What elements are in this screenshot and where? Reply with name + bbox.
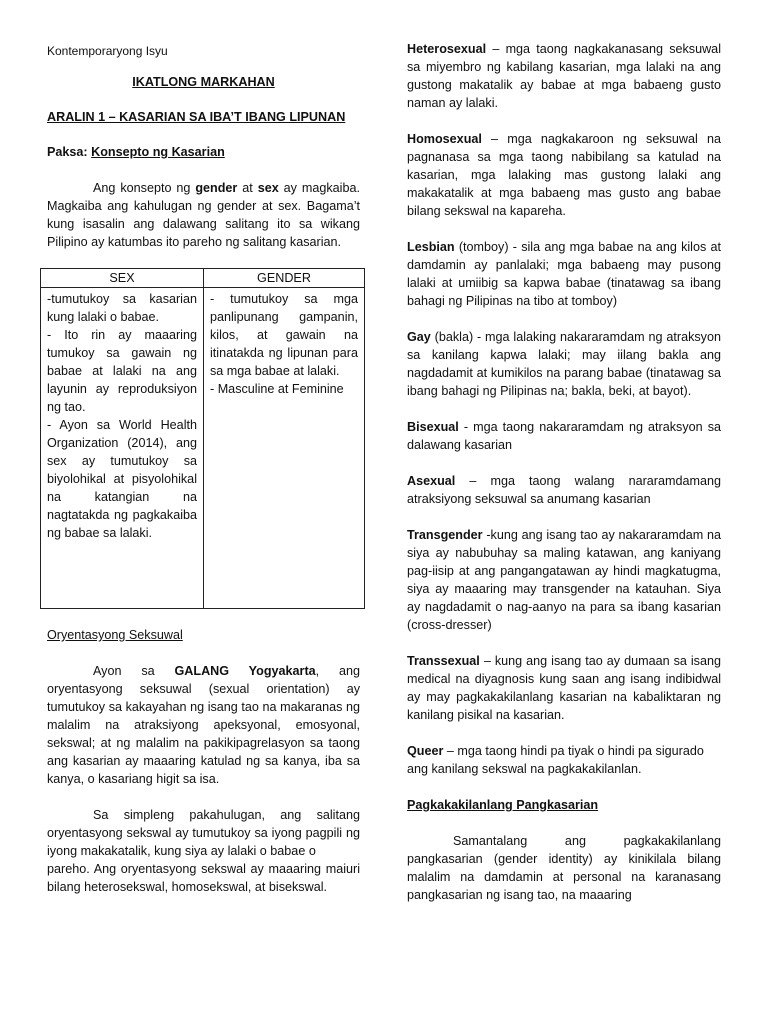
topic-line xyxy=(47,143,360,161)
term-transgender xyxy=(407,526,721,634)
sex-line: -tumutukoy sa kasarian kung lalaki o babae. xyxy=(47,292,197,324)
table-row xyxy=(41,288,365,609)
gender-line: - Masculine at Feminine xyxy=(210,382,344,396)
term-name: Transgender xyxy=(407,528,483,542)
lesson-title: ARALIN 1 – KASARIAN SA IBA’T IBANG LIPUNAN xyxy=(47,110,346,124)
intro-text-2: at xyxy=(237,181,258,195)
quarter-title: IKATLONG MARKAHAN xyxy=(132,75,275,89)
term-def: – mga taong nagkakanasang seksuwal sa miyembro ng kabilang kasarian, mga lalaki na ang gustong makatalik ay babae at mga babaeng gusto naman ay lalaki. xyxy=(407,42,721,110)
term-name: Heterosexual xyxy=(407,42,487,56)
subject-header: Kontemporaryong Isyu xyxy=(47,44,168,58)
term-name: Lesbian xyxy=(407,240,455,254)
identity-heading: Pagkakakilanlang Pangkasarian xyxy=(407,798,599,812)
orientation-paragraph-1 xyxy=(47,662,360,788)
orientation-text-b: , ang oryentasyong seksuwal (sexual orientation) ay tumutukoy sa kakayahan ng isang tao na makaranas ng malalim na atraksiyong apeksyonal, emosyonal, sekswal; at ng malalim na pakikipagrelasyon sa taong ang kasarian ay maaaring katulad ng sa kanya, iba sa kanya, o kasariang higit sa isa. xyxy=(47,664,360,786)
term-name: Queer xyxy=(407,744,444,758)
term-transsexual xyxy=(407,652,721,724)
identity-paragraph: Samantalang ang pagkakakilanlang pangkasarian (gender identity) ay kinikilala bilang malalim na damdamin at personal na karanasang pangkasarian ng isang tao, na maaaring xyxy=(407,834,721,902)
term-def: (tomboy) - sila ang mga babae na ang kilos at damdamin ay panlalaki; mga babaeng may pusong lalaki at umiibig sa kapwa babae (tinatawag sa ibang bahagi ng Pilipinas na tibo at tomboy) xyxy=(407,240,721,308)
orientation-paragraph-2-cont: pareho. Ang oryentasyong sekswal ay maaaring maiuri bilang heterosekswal, homosekswal, at bisekswal. xyxy=(47,862,360,894)
term-queer-cont: ang kanilang sekswal na pagkakakilanlan. xyxy=(407,762,642,776)
gender-cell xyxy=(204,288,365,609)
term-name: Asexual xyxy=(407,474,456,488)
term-queer xyxy=(407,742,721,760)
term-def: -kung ang isang tao ay nakararamdam na siya ay nabubuhay sa maling katawan, ang kaniyang pag-iisip at ang pangangatawan ay hindi magkatugma, siya ay maaaring may transgender na katauhan. Siya ay nagdadamit o nag-aanyo na para sa ibang kasarian (cross-dresser) xyxy=(407,528,721,632)
term-homosexual xyxy=(407,130,721,220)
right-column xyxy=(407,40,721,904)
term-def: - mga taong nakararamdam ng atraksyon sa dalawang kasarian xyxy=(407,420,721,452)
orientation-text-a: Ayon sa xyxy=(93,664,175,678)
table-header-gender: GENDER xyxy=(204,269,365,288)
term-def: – mga taong hindi pa tiyak o hindi pa sigurado xyxy=(443,744,704,758)
intro-paragraph xyxy=(47,179,360,251)
term-lesbian xyxy=(407,238,721,310)
topic-value: Konsepto ng Kasarian xyxy=(91,145,225,159)
intro-gender: gender xyxy=(195,181,238,195)
intro-text-3: ay magkaiba. Magkaiba ang kahulugan ng gender at sex. Bagama’t kung isasalin ang dalawang salitang ito sa wikang Pilipino ay katumbas ito pareho ng salitang kasarian. xyxy=(47,181,360,249)
galang-yogyakarta: GALANG Yogyakarta xyxy=(174,664,316,678)
term-def: – kung ang isang tao ay dumaan sa isang medical na diyagnosis kung saan ang isang indibidwal ay may pagkakakilanlang kasarian na kabaliktaran ng kanilang pisikal na kasarian. xyxy=(407,654,721,722)
intro-text-1: Ang konsepto ng xyxy=(93,181,196,195)
sex-gender-table xyxy=(40,268,365,609)
gender-line: - tumutukoy sa mga panlipunang gampanin, kilos, at gawain na itinatakda ng lipunan para sa mga babae at lalaki. xyxy=(210,292,358,378)
term-heterosexual xyxy=(407,40,721,112)
term-bisexual xyxy=(407,418,721,454)
table-header-sex: SEX xyxy=(41,269,204,288)
term-name: Transsexual xyxy=(407,654,480,668)
orientation-p2-line1: Sa simpleng pakahulugan, ang salitang oryentasyong sekswal ay tumutukoy sa iyong pagpili ng iyong makakatalik, kung siya ay lalaki o babae o xyxy=(47,808,360,858)
sex-line: - Ito rin ay maaaring tumukoy sa gawain ng babae at lalaki na ang layunin ay reproduksiyon ng tao. xyxy=(47,328,197,414)
term-def: (bakla) - mga lalaking nakararamdam ng atraksyon sa kanilang kapwa lalaki; may iilang bakla ang nagdadamit at kumikilos na parang babae (tinatawag sa ibang bahagi ng Pilipinas na; bakla, beki, at bayot). xyxy=(407,330,721,398)
intro-sex: sex xyxy=(257,181,279,195)
term-def: – mga taong walang nararamdamang atraksiyong seksuwal sa anumang kasarian xyxy=(407,474,721,506)
sex-cell xyxy=(41,288,204,609)
sex-line: - Ayon sa World Health Organization (2014), ang sex ay tumutukoy sa biyolohikal at pisyolohikal na katangian na nagtatakda ng pagkakaiba ng babae sa lalaki. xyxy=(47,418,197,540)
term-gay xyxy=(407,328,721,400)
term-name: Homosexual xyxy=(407,132,482,146)
term-name: Bisexual xyxy=(407,420,459,434)
orientation-heading: Oryentasyong Seksuwal xyxy=(47,628,183,642)
term-name: Gay xyxy=(407,330,431,344)
term-asexual xyxy=(407,472,721,508)
orientation-paragraph-2 xyxy=(47,806,360,860)
left-column xyxy=(47,40,360,896)
term-def: – mga nagkakaroon ng seksuwal na pagnanasa sa mga taong nabibilang sa katulad na kasarian, mga lalaking mas gustong lalaki ang makakatalik at mga babaeng mas gusto ang babae bilang sekswal na kapareha. xyxy=(407,132,721,218)
topic-label: Paksa: xyxy=(47,145,88,159)
